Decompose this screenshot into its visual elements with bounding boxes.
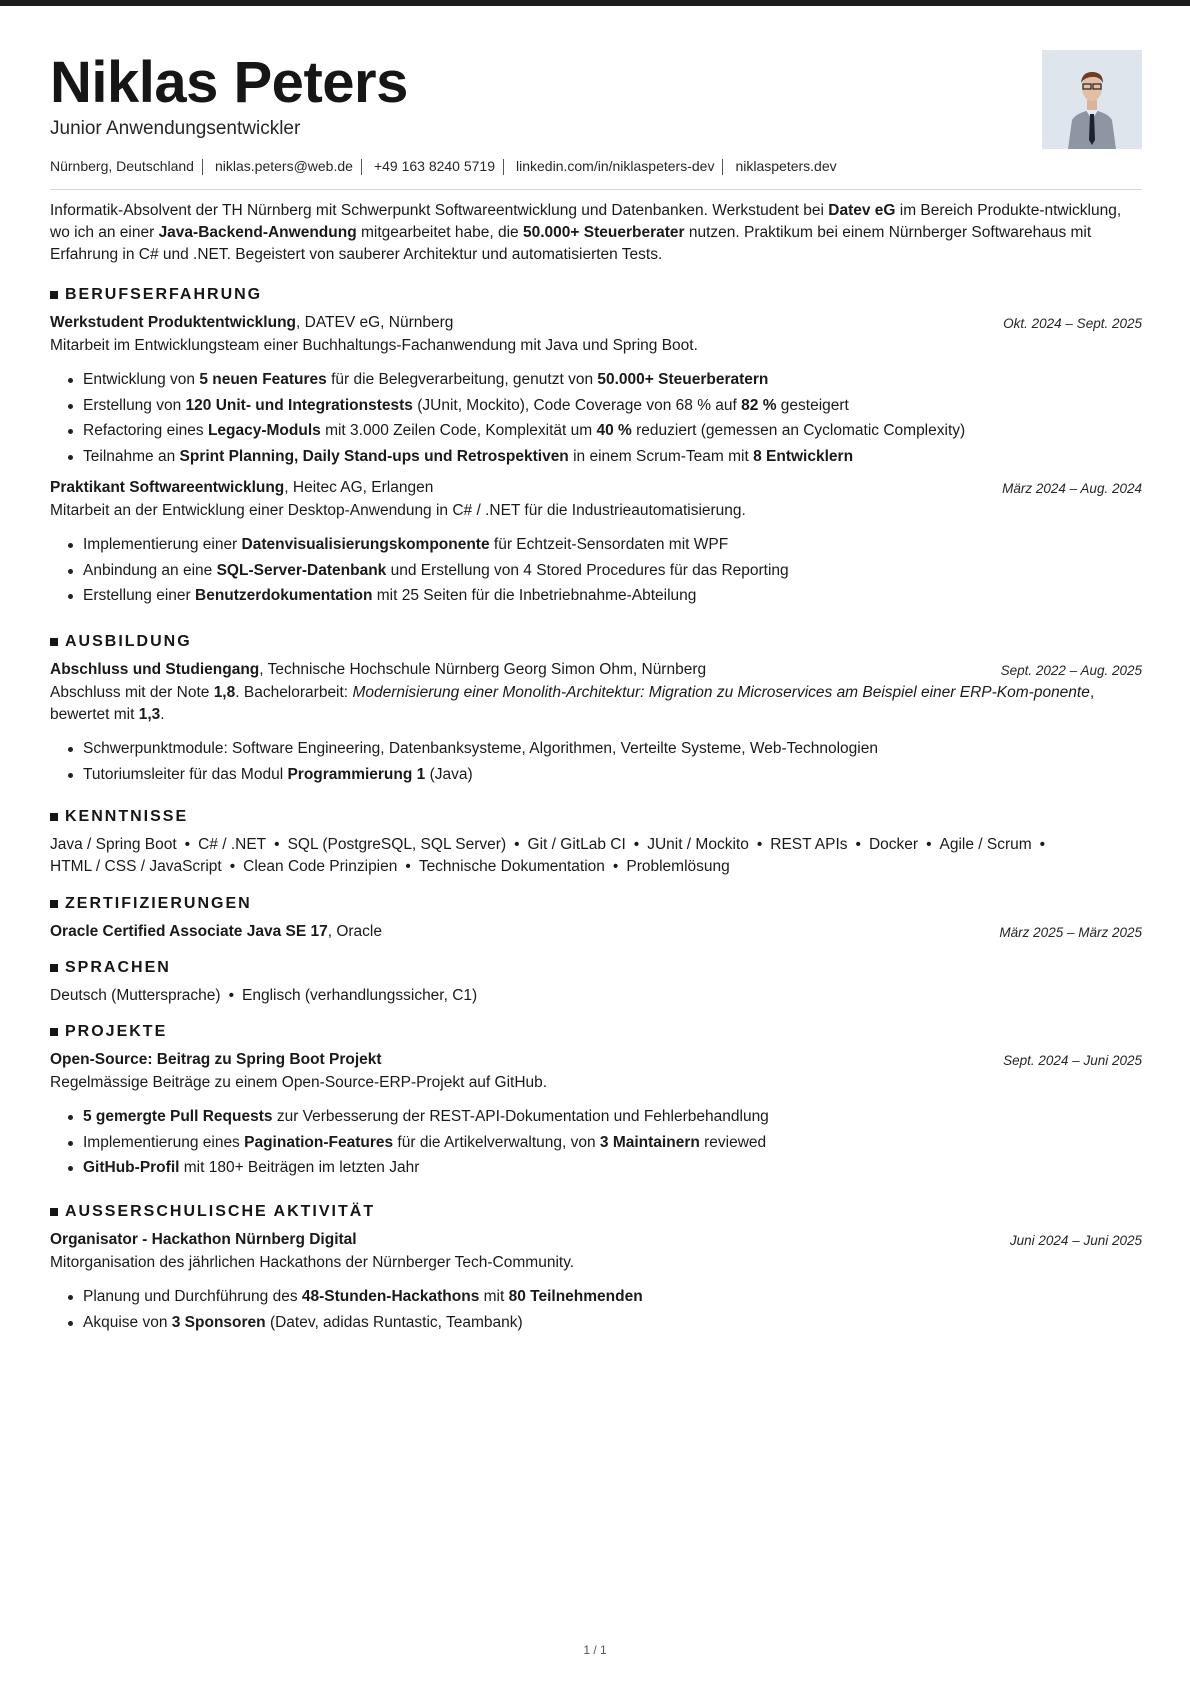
project-bullets <box>50 1104 1142 1181</box>
section-heading-text: AUSBILDUNG <box>65 633 192 650</box>
list-item: Refactoring eines Legacy-Moduls mit 3.000 Zeilen Code, Komplexität um 40 % reduziert (gemessen an Cyclomatic Complexity) <box>50 418 1142 444</box>
section-activities <box>50 1201 1142 1335</box>
project-date: Sept. 2024 – Juni 2025 <box>1003 1053 1142 1068</box>
job-date: Okt. 2024 – Sept. 2025 <box>1003 316 1142 331</box>
skills-list: Java / Spring Boot • C# / .NET • SQL (PostgreSQL, SQL Server) • Git / GitLab CI • JUnit / Mockito • REST APIs • Docker • Agile / Scrum •HTML / CSS / JavaScript • Clean Code Prinzipien • Technische Dokumentation • Problemlösung <box>50 836 1046 875</box>
job-title-line <box>50 477 433 500</box>
skill: Technische Dokumentation <box>418 858 605 875</box>
contact-email[interactable]: niklas.peters@web.de <box>214 158 353 174</box>
section-heading <box>50 806 1142 828</box>
summary <box>50 200 1142 266</box>
project-header <box>50 1049 1142 1072</box>
list-item: Planung und Durchführung des 48-Stunden-Hackathons mit 80 Teilnehmenden <box>50 1284 1142 1310</box>
activity-header <box>50 1229 1142 1252</box>
skill: REST APIs <box>770 836 848 853</box>
section-heading <box>50 284 1142 306</box>
job-role: Praktikant Softwareentwicklung <box>50 479 285 496</box>
summary-text: nutzen. Praktikum bei einem Nürnberger Softwarehaus mit Erfahrung in C# und .NET. Begeistert von sauberer Architektur und automatisierten Tests. <box>50 224 1092 263</box>
list-item: Teilnahme an Sprint Planning, Daily Stand-ups und Retrospektiven in einem Scrum-Team mit 8 Entwicklern <box>50 444 1142 470</box>
skill: Agile / Scrum <box>939 836 1032 853</box>
section-heading-text: BERUFSERFAHRUNG <box>65 286 263 303</box>
education-description: Abschluss mit der Note 1,8. Bachelorarbeit: Modernisierung einer Monolith-Architektur: Migration zu Microservices am Beispiel einer ERP-Kom-ponente, bewertet mit 1,3. <box>50 684 1095 723</box>
list-item: Implementierung einer Datenvisualisierungskomponente für Echtzeit-Sensordaten mit WPF <box>50 532 1142 558</box>
job-description: Mitarbeit an der Entwicklung einer Desktop-Anwendung in C# / .NET für die Industrieautomatisierung. <box>50 502 746 519</box>
section-heading-text: SPRACHEN <box>65 959 171 976</box>
job-org: , DATEV eG, Nürnberg <box>296 314 454 331</box>
language: Englisch (verhandlungssicher, C1) <box>242 987 478 1004</box>
contact-website[interactable]: niklaspeters.dev <box>735 158 837 174</box>
job-date: März 2024 – Aug. 2024 <box>1002 481 1142 496</box>
section-heading-text: AUSSERSCHULISCHE AKTIVITÄT <box>65 1203 376 1220</box>
divider <box>361 159 362 175</box>
languages-list: Deutsch (Muttersprache) • Englisch (verhandlungssicher, C1) <box>50 987 478 1004</box>
skill: SQL (PostgreSQL, SQL Server) <box>287 836 507 853</box>
summary-text: im Bereich Produkte-ntwicklung, wo ich an einer <box>50 202 1122 241</box>
section-heading <box>50 893 1142 915</box>
cert-line <box>50 921 382 944</box>
list-item: GitHub-Profil mit 180+ Beiträgen im letzten Jahr <box>50 1155 1142 1181</box>
square-bullet-icon <box>50 964 58 972</box>
cert-entry <box>50 921 1142 944</box>
list-item: 5 gemergte Pull Requests zur Verbesserung der REST-API-Dokumentation und Fehlerbehandlung <box>50 1104 1142 1130</box>
page-indicator: 1 / 1 <box>583 1643 607 1657</box>
list-item: Erstellung einer Benutzerdokumentation mit 25 Seiten für die Inbetriebnahme-Abteilung <box>50 583 1142 609</box>
cert-name: Oracle Certified Associate Java SE 17 <box>50 923 328 940</box>
summary-bold: Java-Backend-Anwendung <box>158 224 357 241</box>
square-bullet-icon <box>50 638 58 646</box>
skill: C# / .NET <box>198 836 267 853</box>
divider <box>202 159 203 175</box>
list-item: Schwerpunktmodule: Software Engineering, Datenbanksysteme, Algorithmen, Verteilte Systeme, Web-Technologien <box>50 736 1142 762</box>
education-title-line <box>50 659 706 682</box>
contact-phone[interactable]: +49 163 8240 5719 <box>373 158 496 174</box>
summary-bold: Datev eG <box>828 202 896 219</box>
square-bullet-icon <box>50 291 58 299</box>
section-heading-text: KENNTNISSE <box>65 808 189 825</box>
resume-header <box>50 0 1142 190</box>
skill: HTML / CSS / JavaScript <box>50 858 222 875</box>
square-bullet-icon <box>50 1028 58 1036</box>
candidate-title: Junior Anwendungsentwickler <box>50 118 301 139</box>
list-item: Implementierung eines Pagination-Features für die Artikelverwaltung, von 3 Maintainern reviewed <box>50 1130 1142 1156</box>
section-heading <box>50 1021 1142 1043</box>
square-bullet-icon <box>50 900 58 908</box>
square-bullet-icon <box>50 813 58 821</box>
summary-text: mitgearbeitet habe, die <box>356 224 523 241</box>
header-divider <box>50 189 1142 190</box>
section-heading-text: PROJEKTE <box>65 1023 168 1040</box>
square-bullet-icon <box>50 1208 58 1216</box>
divider <box>722 159 723 175</box>
section-education <box>50 631 1142 787</box>
skill: Git / GitLab CI <box>527 836 626 853</box>
cert-org: , Oracle <box>327 923 382 940</box>
skill: Problemlösung <box>626 858 730 875</box>
list-item: Anbindung an eine SQL-Server-Datenbank und Erstellung von 4 Stored Procedures für das Reporting <box>50 558 1142 584</box>
job-title-line <box>50 312 453 335</box>
project-description: Regelmässige Beiträge zu einem Open-Source-ERP-Projekt auf GitHub. <box>50 1074 548 1091</box>
list-item: Erstellung von 120 Unit- und Integrationstests (JUnit, Mockito), Code Coverage von 68 % auf 82 % gesteigert <box>50 393 1142 419</box>
section-experience <box>50 284 1142 609</box>
activity-description: Mitorganisation des jährlichen Hackathons der Nürnberger Tech-Community. <box>50 1254 575 1271</box>
candidate-name: Niklas Peters <box>50 50 408 115</box>
school: , Technische Hochschule Nürnberg Georg Simon Ohm, Nürnberg <box>259 661 707 678</box>
project-name: Open-Source: Beitrag zu Spring Boot Projekt <box>50 1051 382 1068</box>
contact-location: Nürnberg, Deutschland <box>50 158 194 174</box>
job-bullets <box>50 532 1142 609</box>
job-org: , Heitec AG, Erlangen <box>284 479 434 496</box>
section-heading <box>50 631 1142 653</box>
activity-date: Juni 2024 – Juni 2025 <box>1009 1233 1142 1248</box>
education-date: Sept. 2022 – Aug. 2025 <box>1000 663 1142 678</box>
section-skills <box>50 806 1142 878</box>
section-projects <box>50 1021 1142 1181</box>
section-certifications <box>50 893 1142 944</box>
skill: Java / Spring Boot <box>50 836 177 853</box>
contact-linkedin[interactable]: linkedin.com/in/niklaspeters-dev <box>516 158 715 174</box>
job-bullets <box>50 367 1142 469</box>
section-heading <box>50 957 1142 979</box>
contact-line <box>50 158 837 175</box>
language: Deutsch (Muttersprache) <box>50 987 221 1004</box>
job-description: Mitarbeit im Entwicklungsteam einer Buchhaltungs-Fachanwendung mit Java und Spring Boot. <box>50 337 698 354</box>
job-header <box>50 477 1142 500</box>
section-heading-text: ZERTIFIZIERUNGEN <box>65 895 252 912</box>
list-item: Tutoriumsleiter für das Modul Programmierung 1 (Java) <box>50 762 1142 788</box>
cert-date: März 2025 – März 2025 <box>999 925 1142 940</box>
summary-text: Informatik-Absolvent der TH Nürnberg mit Schwerpunkt Softwareentwicklung und Datenbanken. Werkstudent bei <box>50 202 829 219</box>
job-role: Werkstudent Produktentwicklung <box>50 314 297 331</box>
skill: JUnit / Mockito <box>647 836 749 853</box>
skill: Docker <box>868 836 919 853</box>
resume-page <box>50 0 1142 1331</box>
activity-name: Organisator - Hackathon Nürnberg Digital <box>50 1231 357 1248</box>
list-item: Entwicklung von 5 neuen Features für die Belegverarbeitung, genutzt von 50.000+ Steuerberatern <box>50 367 1142 393</box>
education-header <box>50 659 1142 682</box>
divider <box>503 159 504 175</box>
job-header <box>50 312 1142 335</box>
list-item: Akquise von 3 Sponsoren (Datev, adidas Runtastic, Teambank) <box>50 1310 1142 1336</box>
skill: Clean Code Prinzipien <box>243 858 398 875</box>
degree: Abschluss und Studiengang <box>50 661 260 678</box>
section-heading <box>50 1201 1142 1223</box>
summary-bold: 50.000+ Steuerberater <box>522 224 685 241</box>
section-languages <box>50 957 1142 1007</box>
education-bullets <box>50 736 1142 787</box>
profile-photo <box>1042 50 1142 149</box>
activity-bullets <box>50 1284 1142 1335</box>
